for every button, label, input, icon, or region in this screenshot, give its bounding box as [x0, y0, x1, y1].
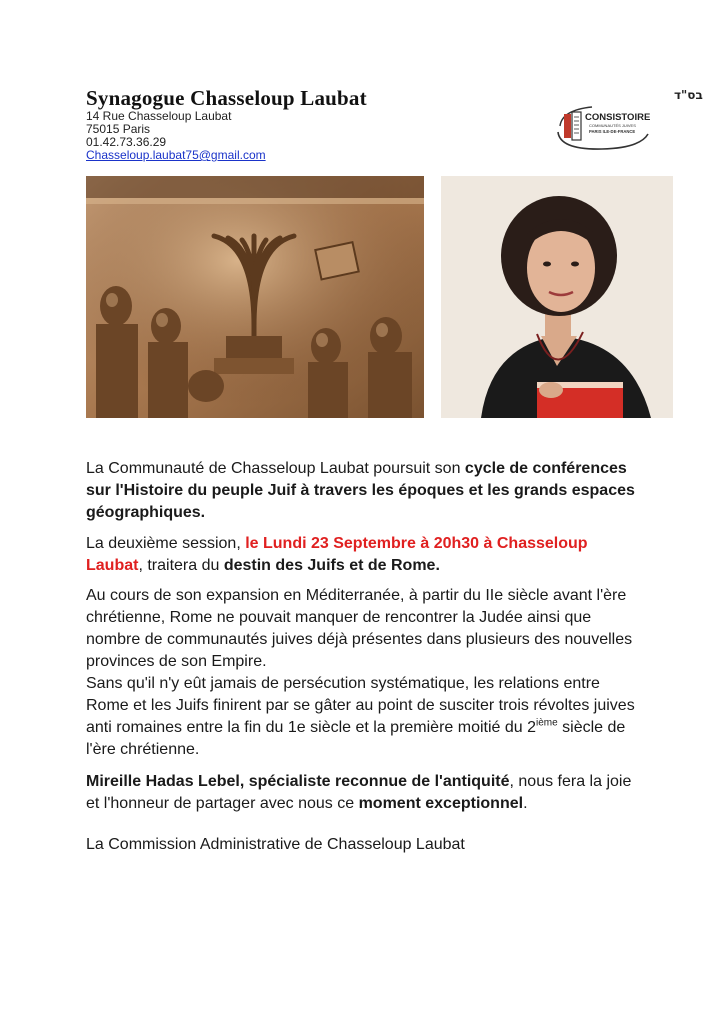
session-text-1: La deuxième session,	[86, 535, 246, 552]
speaker-paragraph	[86, 771, 646, 815]
session-paragraph	[86, 533, 646, 577]
history-superscript: ième	[536, 717, 558, 729]
address-street: 14 Rue Chasseloup Laubat	[86, 109, 232, 123]
hebrew-mark: בס"ד	[674, 88, 703, 102]
logo-line-1: CONSISTOIRE	[585, 112, 651, 123]
session-text-2: , traitera du	[138, 557, 224, 574]
address-city: 75015 Paris	[86, 122, 151, 136]
session-date-highlight: le Lundi 23 Septembre à 20h30 à Chasseloup Laubat	[86, 535, 588, 574]
speaker-highlight: moment exceptionnel	[358, 795, 524, 812]
history-text-1: Au cours de son expansion en Méditerranée, à partir du IIe siècle avant l'ère chrétienne, Rome ne pouvait manquer de rencontrer la Judée ainsi que nombre de communautés juives déjà présentes dans plusieurs des nouvelles provinces de son Empire.	[86, 587, 633, 670]
session-topic: destin des Juifs et de Rome.	[223, 557, 440, 574]
consistoire-logo	[552, 102, 652, 152]
signature-paragraph: La Commission Administrative de Chasseloup Laubat	[86, 836, 465, 853]
intro-paragraph	[86, 458, 646, 524]
logo-line-2: COMMUNAUTÉS JUIVES	[589, 123, 636, 128]
speaker-name: Mireille Hadas Lebel, spécialiste reconnue de l'antiquité	[86, 773, 510, 790]
phone-number: 01.42.73.36.29	[86, 135, 167, 149]
intro-text: La Communauté de Chasseloup Laubat poursuit son	[86, 460, 465, 477]
speaker-text-2: .	[523, 795, 528, 812]
menorah-relief-photo	[86, 176, 424, 418]
page-title: Synagogue Chasseloup Laubat	[86, 86, 367, 110]
intro-bold-text: cycle de conférences sur l'Histoire du peuple Juif à travers les époques et les grands espaces géographiques.	[86, 460, 635, 521]
history-text-2: Sans qu'il n'y eût jamais de persécution systématique, les relations entre Rome et les Juifs finirent par se gâter au point de susciter trois révoltes juives anti romaines entre la fin du 1e siècle et la première moitié du 2	[86, 675, 635, 736]
history-text-3: siècle de l'ère chrétienne.	[86, 719, 626, 758]
speaker-portrait-photo	[441, 176, 673, 418]
history-paragraph	[86, 585, 646, 761]
email-link[interactable]: Chasseloup.laubat75@gmail.com	[86, 148, 266, 162]
logo-line-3: PARIS ILE-DE-FRANCE	[589, 129, 636, 134]
speaker-text-1: , nous fera la joie et l'honneur de partager avec nous ce	[86, 773, 632, 812]
